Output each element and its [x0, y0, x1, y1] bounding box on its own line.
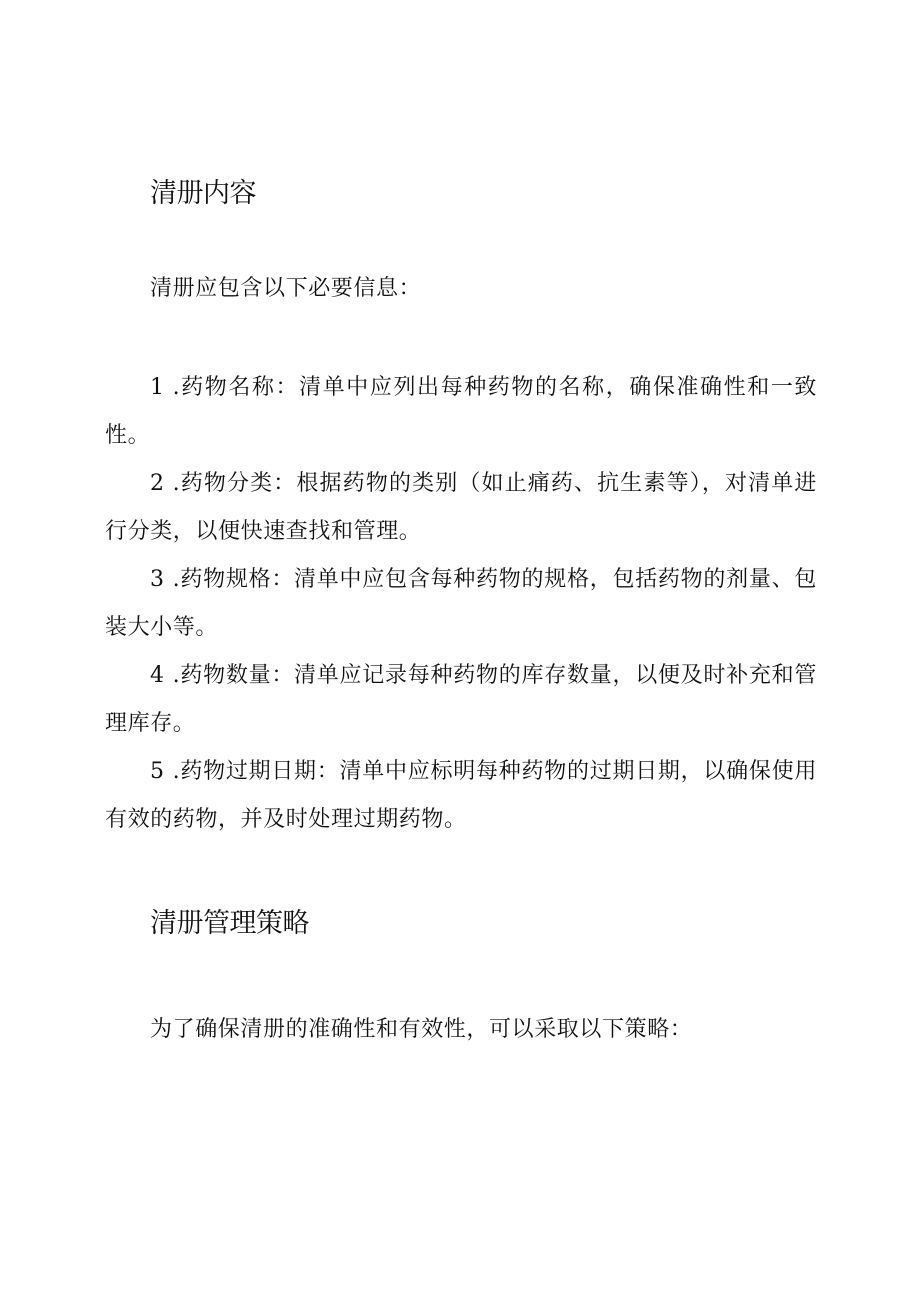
list-item [105, 364, 817, 460]
list-item-text: .药物名称：清单中应列出每种药物的名称，确保准确性和一致性。 [105, 375, 817, 448]
list-item-text: .药物规格：清单中应包含每种药物的规格，包括药物的剂量、包装大小等。 [105, 567, 817, 640]
list-item-number: 4 [150, 663, 165, 688]
list-item [105, 556, 817, 652]
list-item [105, 748, 817, 844]
list-item [105, 460, 817, 556]
list-item-text: .药物过期日期：清单中应标明每种药物的过期日期，以确保使用有效的药物，并及时处理过期药物。 [105, 759, 817, 832]
section-intro-content: 清册应包含以下必要信息： [150, 276, 422, 301]
section-intro-strategy: 为了确保清册的准确性和有效性，可以采取以下策略： [150, 1017, 693, 1042]
list-item [105, 652, 817, 748]
list-item-text: .药物数量：清单应记录每种药物的库存数量，以便及时补充和管理库存。 [105, 663, 817, 736]
list-item-number: 5 [150, 759, 165, 784]
section-title-content: 清册内容 [150, 178, 256, 209]
list-item-number: 3 [150, 567, 165, 592]
list-item-number: 1 [150, 375, 165, 400]
section-title-strategy: 清册管理策略 [150, 908, 309, 939]
list-item-number: 2 [150, 471, 165, 496]
list-item-text: .药物分类：根据药物的类别（如止痛药、抗生素等），对清单进行分类，以便快速查找和管理。 [105, 471, 817, 544]
